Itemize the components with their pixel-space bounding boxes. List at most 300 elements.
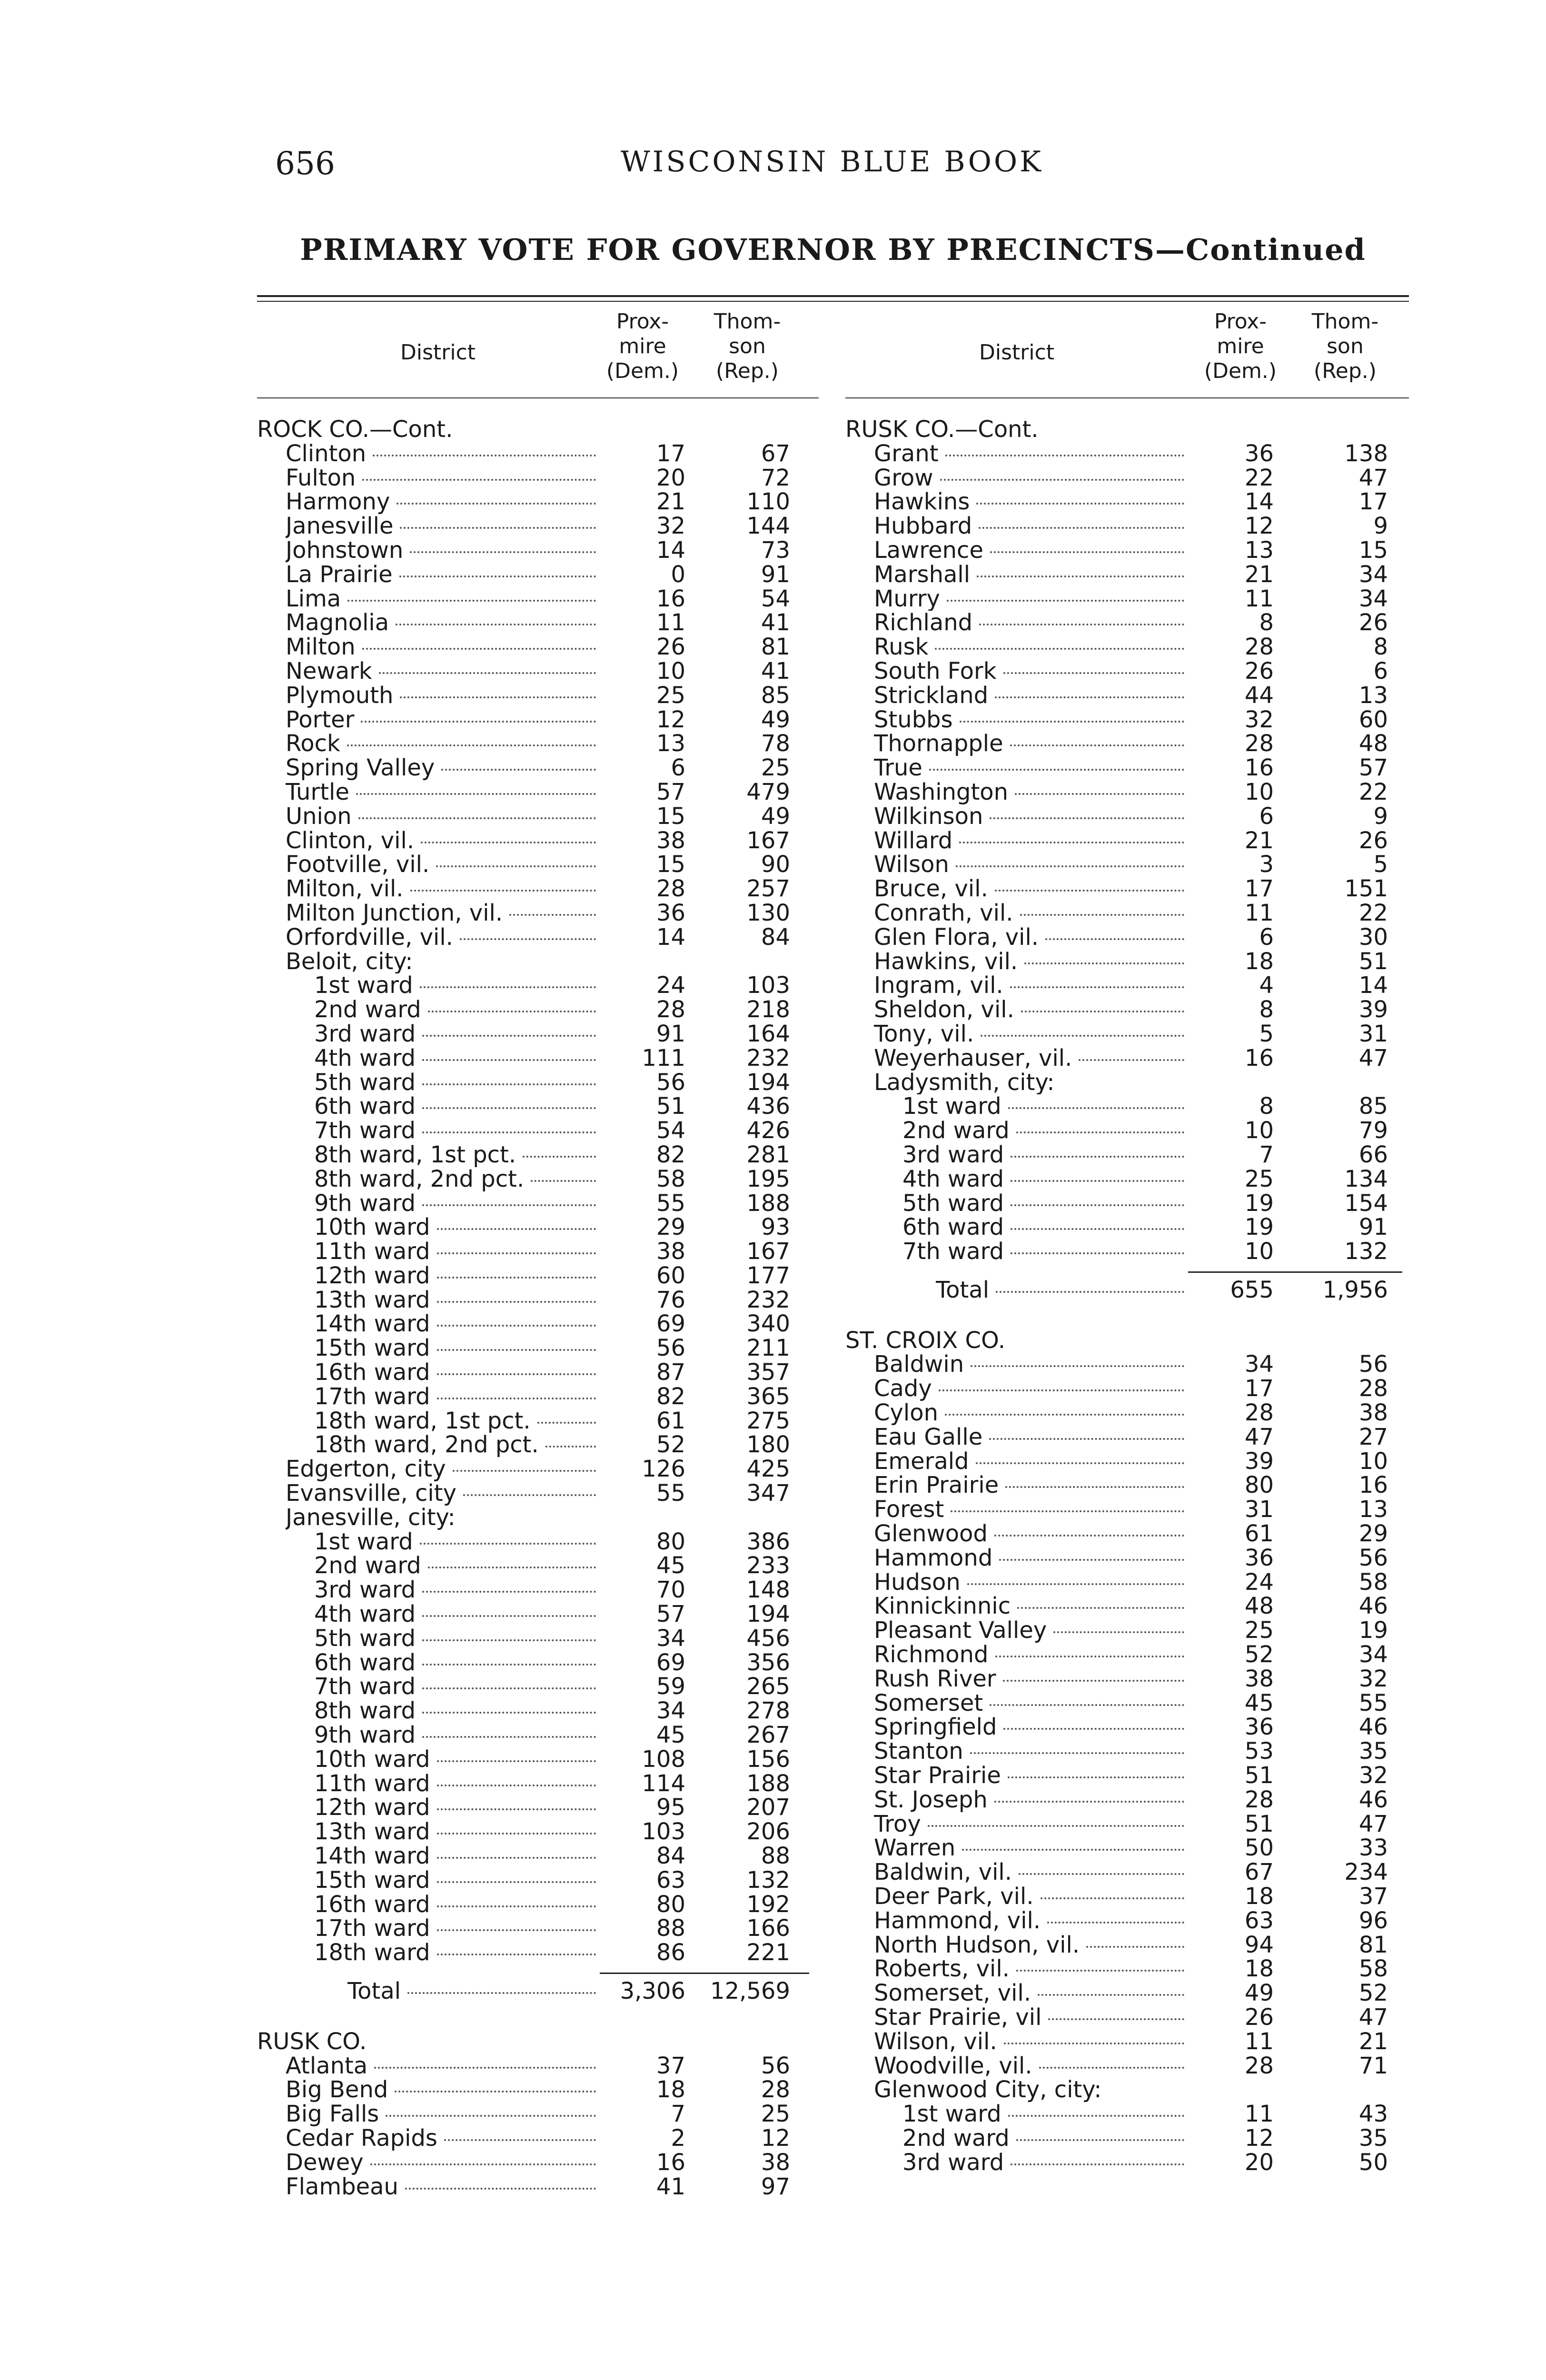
district-name bbox=[874, 973, 1188, 998]
dot-leader bbox=[347, 744, 596, 746]
thomson-votes: 9 bbox=[1373, 803, 1388, 830]
thomson-votes: 32 bbox=[1358, 1762, 1388, 1789]
table-row bbox=[257, 1119, 819, 1143]
table-row bbox=[845, 973, 1409, 998]
section-heading bbox=[845, 1071, 1409, 1095]
district-label: RUSK CO.—Cont. bbox=[845, 417, 1039, 442]
proxmire-votes: 17 bbox=[656, 440, 685, 467]
district-name bbox=[314, 1651, 600, 1675]
table-row bbox=[257, 1360, 819, 1385]
district-name bbox=[874, 1401, 1188, 1425]
district-label: Woodville, vil. bbox=[874, 2053, 1032, 2078]
proxmire-votes: 4 bbox=[1259, 972, 1274, 999]
proxmire-votes: 26 bbox=[1244, 2004, 1274, 2031]
district-label: Glen Flora, vil. bbox=[874, 925, 1039, 950]
table-row bbox=[257, 1288, 819, 1312]
district-name bbox=[286, 466, 600, 490]
dot-leader bbox=[410, 890, 596, 892]
proxmire-votes: 11 bbox=[1244, 2028, 1274, 2055]
thomson-votes: 12 bbox=[761, 2124, 790, 2152]
district-name bbox=[286, 901, 600, 925]
district-name bbox=[874, 2078, 1188, 2102]
dot-leader bbox=[995, 890, 1184, 892]
district-label: Richmond bbox=[874, 1643, 989, 1667]
dot-leader bbox=[928, 1825, 1184, 1827]
district-name bbox=[874, 1352, 1188, 1377]
table-row bbox=[845, 1046, 1409, 1071]
district-name bbox=[314, 1433, 600, 1457]
district-name bbox=[314, 1143, 600, 1167]
table-row bbox=[257, 1481, 819, 1506]
dot-leader bbox=[428, 1011, 596, 1012]
thomson-votes: 278 bbox=[746, 1697, 790, 1725]
thomson-votes: 192 bbox=[746, 1891, 790, 1918]
table-row bbox=[845, 1884, 1409, 1909]
dot-leader bbox=[1015, 793, 1184, 795]
dot-leader bbox=[990, 1704, 1184, 1706]
proxmire-votes: 84 bbox=[656, 1843, 685, 1870]
dot-leader bbox=[531, 1180, 596, 1182]
thomson-votes: 81 bbox=[761, 634, 790, 661]
thomson-votes: 194 bbox=[746, 1601, 790, 1628]
table-row bbox=[845, 1909, 1409, 1933]
dot-leader bbox=[422, 1712, 596, 1714]
proxmire-votes: 80 bbox=[656, 1528, 685, 1555]
district-label: Troy bbox=[874, 1812, 921, 1836]
proxmire-votes: 67 bbox=[1244, 1859, 1274, 1886]
thomson-votes: 356 bbox=[746, 1649, 790, 1676]
thomson-votes: 257 bbox=[746, 875, 790, 902]
proxmire-votes: 7 bbox=[671, 2101, 685, 2128]
thomson-votes: 56 bbox=[1358, 1544, 1388, 1571]
dot-leader bbox=[420, 986, 596, 988]
dot-leader bbox=[967, 1583, 1184, 1585]
proxmire-votes: 6 bbox=[1259, 923, 1274, 951]
table-row bbox=[257, 2054, 819, 2078]
dot-leader bbox=[1079, 1059, 1184, 1061]
district-name bbox=[286, 877, 600, 901]
district-label: Washington bbox=[874, 780, 1009, 804]
district-name bbox=[874, 1909, 1188, 1933]
table-row bbox=[257, 1530, 819, 1554]
district-label: 12th ward bbox=[314, 1795, 430, 1820]
proxmire-votes: 20 bbox=[656, 464, 685, 491]
district-label: 16th ward bbox=[314, 1892, 430, 1917]
table-row bbox=[257, 2175, 819, 2199]
district-name bbox=[314, 1119, 600, 1143]
proxmire-votes: 21 bbox=[1244, 827, 1274, 854]
thomson-votes: 25 bbox=[761, 2101, 790, 2128]
proxmire-votes: 59 bbox=[656, 1673, 685, 1700]
table-row bbox=[845, 1143, 1409, 1167]
table-row bbox=[845, 587, 1409, 611]
thomson-votes: 357 bbox=[746, 1359, 790, 1386]
district-name bbox=[874, 684, 1188, 708]
district-name bbox=[286, 708, 600, 732]
proxmire-votes: 10 bbox=[1244, 778, 1274, 805]
district-label: 12th ward bbox=[314, 1263, 430, 1288]
dot-leader bbox=[945, 1414, 1184, 1416]
dot-leader bbox=[421, 842, 596, 843]
proxmire-votes: 18 bbox=[1244, 1883, 1274, 1910]
proxmire-votes: 16 bbox=[656, 2149, 685, 2176]
thomson-votes: 60 bbox=[1358, 706, 1388, 733]
district-label: 3rd ward bbox=[902, 1142, 1004, 1167]
district-label: Star Prairie bbox=[874, 1764, 1001, 1788]
district-label: Spring Valley bbox=[286, 756, 435, 780]
district-name bbox=[874, 950, 1188, 974]
dot-leader bbox=[460, 938, 596, 940]
district-name bbox=[902, 1143, 1188, 1167]
table-row bbox=[845, 1215, 1409, 1240]
dot-leader bbox=[437, 1881, 596, 1883]
dot-leader bbox=[400, 696, 596, 698]
table-row bbox=[845, 1788, 1409, 1812]
proxmire-votes: 70 bbox=[656, 1577, 685, 1604]
proxmire-votes: 38 bbox=[656, 827, 685, 854]
district-label: La Prairie bbox=[286, 562, 393, 587]
table-row bbox=[257, 1191, 819, 1216]
thomson-votes: 38 bbox=[761, 2149, 790, 2176]
proxmire-votes: 88 bbox=[656, 1915, 685, 1942]
proxmire-votes: 12 bbox=[1244, 513, 1274, 540]
proxmire-votes: 14 bbox=[656, 923, 685, 951]
table-row bbox=[845, 635, 1409, 659]
thomson-votes: 84 bbox=[761, 923, 790, 951]
thomson-votes: 21 bbox=[1358, 2028, 1388, 2055]
district-name bbox=[314, 1215, 600, 1240]
section-heading bbox=[257, 417, 819, 442]
district-header: District bbox=[400, 340, 476, 365]
dot-leader bbox=[437, 1954, 596, 1955]
dot-leader bbox=[994, 1801, 1184, 1803]
district-name bbox=[902, 2126, 1188, 2151]
thomson-votes: 56 bbox=[1358, 1351, 1388, 1378]
district-name bbox=[874, 1788, 1188, 1812]
thomson-votes: 218 bbox=[746, 996, 790, 1023]
district-name bbox=[286, 853, 600, 877]
district-label: Hammond, vil. bbox=[874, 1908, 1041, 1933]
district-label: Weyerhauser, vil. bbox=[874, 1046, 1072, 1071]
dot-leader bbox=[362, 648, 596, 650]
district-name bbox=[314, 1264, 600, 1288]
district-label: 11th ward bbox=[314, 1240, 430, 1264]
table-row bbox=[845, 1546, 1409, 1570]
proxmire-votes: 32 bbox=[656, 513, 685, 540]
table-row bbox=[845, 2126, 1409, 2151]
district-name bbox=[874, 780, 1188, 804]
dot-leader bbox=[420, 1543, 596, 1545]
table-row bbox=[845, 1594, 1409, 1618]
dot-leader bbox=[1003, 1728, 1184, 1730]
thomson-votes: 275 bbox=[746, 1407, 790, 1434]
dot-leader bbox=[959, 842, 1184, 843]
district-label: Kinnickinnic bbox=[874, 1594, 1011, 1619]
dot-leader bbox=[990, 551, 1184, 553]
dot-leader bbox=[422, 1035, 596, 1037]
table-row bbox=[257, 1433, 819, 1457]
district-label: 1st ward bbox=[902, 2102, 1001, 2126]
district-name bbox=[286, 587, 600, 611]
table-row bbox=[257, 1264, 819, 1288]
dot-leader bbox=[370, 2163, 596, 2165]
district-label: True bbox=[874, 756, 922, 780]
dot-leader bbox=[437, 1349, 596, 1351]
dot-leader bbox=[971, 1365, 1184, 1367]
dot-leader bbox=[1011, 2163, 1184, 2165]
table-row bbox=[845, 1739, 1409, 1764]
thomson-votes: 13 bbox=[1358, 1496, 1388, 1523]
thomson-votes: 85 bbox=[1358, 1093, 1388, 1120]
table-row bbox=[845, 1425, 1409, 1449]
thomson-votes: 35 bbox=[1358, 2124, 1388, 2152]
thomson-votes: 177 bbox=[746, 1262, 790, 1289]
district-label: 16th ward bbox=[314, 1360, 430, 1385]
proxmire-votes: 51 bbox=[1244, 1810, 1274, 1837]
table-row bbox=[257, 563, 819, 587]
district-name bbox=[314, 1723, 600, 1747]
section-heading bbox=[845, 417, 1409, 442]
district-name bbox=[314, 1336, 600, 1360]
table-row bbox=[845, 1401, 1409, 1425]
proxmire-votes: 38 bbox=[656, 1238, 685, 1265]
proxmire-votes: 82 bbox=[656, 1383, 685, 1410]
proxmire-votes: 8 bbox=[1259, 996, 1274, 1023]
district-name bbox=[314, 1022, 600, 1046]
proxmire-votes: 7 bbox=[1259, 1141, 1274, 1168]
proxmire-votes: 21 bbox=[1244, 561, 1274, 588]
table-row bbox=[257, 587, 819, 611]
table-row bbox=[257, 538, 819, 563]
district-name bbox=[902, 1167, 1188, 1191]
dot-leader bbox=[437, 1301, 596, 1303]
table-row bbox=[257, 490, 819, 514]
right-table-body bbox=[845, 417, 1409, 2175]
dot-leader bbox=[995, 696, 1184, 698]
table-row bbox=[845, 1191, 1409, 1216]
district-name bbox=[314, 1675, 600, 1699]
dot-leader bbox=[422, 1687, 596, 1689]
thomson-votes: 138 bbox=[1344, 440, 1388, 467]
thomson-votes: 5 bbox=[1373, 851, 1388, 878]
thomson-votes: 25 bbox=[761, 754, 790, 782]
thomson-votes: 46 bbox=[1358, 1714, 1388, 1741]
district-name bbox=[874, 1449, 1188, 1474]
district-name bbox=[286, 2054, 600, 2078]
proxmire-votes: 76 bbox=[656, 1286, 685, 1313]
district-label: 10th ward bbox=[314, 1215, 430, 1240]
thomson-votes: 47 bbox=[1358, 1044, 1388, 1071]
dot-leader bbox=[545, 1446, 596, 1448]
thomson-votes: 103 bbox=[746, 972, 790, 999]
thomson-votes: 56 bbox=[761, 2052, 790, 2079]
district-name bbox=[314, 1240, 600, 1264]
thomson-votes: 14 bbox=[1358, 972, 1388, 999]
district-name bbox=[314, 1795, 600, 1820]
dot-leader bbox=[999, 1559, 1184, 1561]
table-row bbox=[257, 1312, 819, 1336]
proxmire-votes: 0 bbox=[671, 561, 685, 588]
district-label: 13th ward bbox=[314, 1288, 430, 1312]
district-name bbox=[902, 2102, 1188, 2126]
district-name bbox=[874, 1618, 1188, 1643]
dot-leader bbox=[437, 1252, 596, 1254]
district-name bbox=[874, 756, 1188, 780]
proxmire-header: Prox- mire (Dem.) bbox=[606, 309, 679, 383]
dot-leader bbox=[422, 1639, 596, 1641]
table-row bbox=[845, 1167, 1409, 1191]
table-row bbox=[845, 1377, 1409, 1401]
district-label: Cady bbox=[874, 1377, 932, 1401]
table-row bbox=[257, 1457, 819, 1481]
dot-leader bbox=[400, 527, 596, 529]
thomson-votes: 41 bbox=[761, 609, 790, 636]
dot-leader bbox=[437, 1228, 596, 1230]
district-name bbox=[314, 1820, 600, 1844]
thomson-votes: 73 bbox=[761, 536, 790, 564]
thomson-votes: 52 bbox=[1358, 1980, 1388, 2007]
dot-leader bbox=[976, 503, 1184, 505]
proxmire-votes: 45 bbox=[656, 1722, 685, 1749]
district-name bbox=[286, 611, 600, 635]
proxmire-votes: 39 bbox=[1244, 1448, 1274, 1475]
proxmire-votes: 36 bbox=[656, 899, 685, 926]
dot-leader bbox=[970, 1752, 1184, 1754]
table-row bbox=[257, 514, 819, 538]
table-row bbox=[257, 1795, 819, 1820]
district-name bbox=[874, 1739, 1188, 1764]
district-name bbox=[874, 1570, 1188, 1595]
district-name bbox=[314, 1312, 600, 1336]
dot-leader bbox=[1011, 1228, 1184, 1230]
thomson-votes: 35 bbox=[1358, 1738, 1388, 1765]
district-label: 4th ward bbox=[314, 1046, 416, 1071]
dot-leader bbox=[1045, 938, 1184, 940]
district-label: 7th ward bbox=[902, 1240, 1004, 1264]
district-label: 14th ward bbox=[314, 1844, 430, 1868]
dot-leader bbox=[422, 1615, 596, 1617]
table-row bbox=[257, 2126, 819, 2151]
table-row bbox=[257, 1844, 819, 1868]
district-label: South Fork bbox=[874, 659, 997, 684]
thomson-votes: 17 bbox=[1358, 488, 1388, 516]
dot-leader bbox=[990, 817, 1184, 819]
district-name bbox=[874, 998, 1188, 1022]
district-name bbox=[314, 1530, 600, 1554]
dot-leader bbox=[396, 503, 596, 505]
proxmire-votes: 10 bbox=[656, 657, 685, 684]
proxmire-votes: 52 bbox=[656, 1431, 685, 1458]
proxmire-votes: 29 bbox=[656, 1214, 685, 1241]
district-name bbox=[874, 1425, 1188, 1449]
table-row bbox=[845, 2102, 1409, 2126]
proxmire-votes: 56 bbox=[656, 1069, 685, 1096]
thomson-votes: 28 bbox=[1358, 1375, 1388, 1402]
table-row bbox=[845, 1352, 1409, 1377]
dot-leader bbox=[1017, 1607, 1184, 1609]
district-label: Richland bbox=[874, 611, 973, 635]
thomson-votes: 281 bbox=[746, 1141, 790, 1168]
proxmire-votes: 36 bbox=[1244, 1714, 1274, 1741]
table-row bbox=[845, 877, 1409, 901]
right-column bbox=[845, 309, 1409, 2175]
page-number: 656 bbox=[275, 145, 335, 182]
proxmire-votes: 24 bbox=[656, 972, 685, 999]
district-header: District bbox=[979, 340, 1055, 365]
district-name bbox=[314, 1554, 600, 1578]
district-label: 7th ward bbox=[314, 1675, 416, 1699]
table-row bbox=[845, 2054, 1409, 2078]
district-name bbox=[874, 611, 1188, 635]
dot-leader bbox=[437, 1277, 596, 1279]
district-label: Baldwin, vil. bbox=[874, 1860, 1012, 1885]
district-label: Grant bbox=[874, 441, 939, 466]
table-title: PRIMARY VOTE FOR GOVERNOR BY PRECINCTS—Continued bbox=[300, 232, 1366, 267]
district-name bbox=[314, 1409, 600, 1433]
thomson-votes: 22 bbox=[1358, 778, 1388, 805]
district-name bbox=[314, 1844, 600, 1868]
dot-leader bbox=[422, 1664, 596, 1666]
table-row bbox=[845, 732, 1409, 756]
district-label: 18th ward, 1st pct. bbox=[314, 1408, 531, 1433]
book-title: WISCONSIN BLUE BOOK bbox=[621, 145, 1043, 178]
district-name bbox=[314, 1578, 600, 1602]
dot-leader bbox=[422, 1131, 596, 1133]
district-name bbox=[314, 1602, 600, 1626]
proxmire-votes: 5 bbox=[1259, 1020, 1274, 1047]
district-label: 1st ward bbox=[902, 1094, 1001, 1119]
district-label: Grow bbox=[874, 466, 933, 490]
proxmire-votes: 12 bbox=[656, 706, 685, 733]
left-column bbox=[257, 309, 819, 2199]
district-name bbox=[874, 732, 1188, 756]
dot-leader bbox=[436, 865, 596, 867]
thomson-votes: 340 bbox=[746, 1310, 790, 1338]
dot-leader bbox=[951, 1510, 1184, 1512]
district-label: Total bbox=[936, 1278, 990, 1302]
district-name bbox=[314, 1288, 600, 1312]
thomson-votes: 49 bbox=[761, 803, 790, 830]
district-label: 6th ward bbox=[314, 1094, 416, 1119]
district-name bbox=[286, 2175, 600, 2199]
proxmire-votes: 25 bbox=[1244, 1617, 1274, 1644]
district-label: 4th ward bbox=[314, 1602, 416, 1626]
dot-leader bbox=[1016, 1131, 1184, 1133]
proxmire-votes: 55 bbox=[656, 1190, 685, 1217]
district-label: Stanton bbox=[874, 1739, 963, 1764]
district-name bbox=[286, 684, 600, 708]
thomson-votes: 426 bbox=[746, 1117, 790, 1144]
proxmire-votes: 55 bbox=[656, 1480, 685, 1507]
district-label: 18th ward, 2nd pct. bbox=[314, 1433, 539, 1458]
thomson-votes: 93 bbox=[761, 1214, 790, 1241]
district-name bbox=[874, 901, 1188, 925]
table-row bbox=[257, 1143, 819, 1167]
proxmire-votes: 12 bbox=[1244, 2124, 1274, 2152]
district-name bbox=[314, 973, 600, 998]
district-name bbox=[874, 877, 1188, 901]
table-row bbox=[257, 1651, 819, 1675]
district-name bbox=[314, 1626, 600, 1651]
proxmire-votes: 63 bbox=[1244, 1907, 1274, 1934]
dot-leader bbox=[1003, 1680, 1184, 1682]
district-name bbox=[902, 1119, 1188, 1143]
district-label: 8th ward, 2nd pct. bbox=[314, 1167, 525, 1191]
proxmire-votes: 28 bbox=[1244, 634, 1274, 661]
district-label: Wilson, vil. bbox=[874, 2029, 997, 2054]
proxmire-votes: 126 bbox=[642, 1456, 685, 1483]
table-row bbox=[257, 732, 819, 756]
